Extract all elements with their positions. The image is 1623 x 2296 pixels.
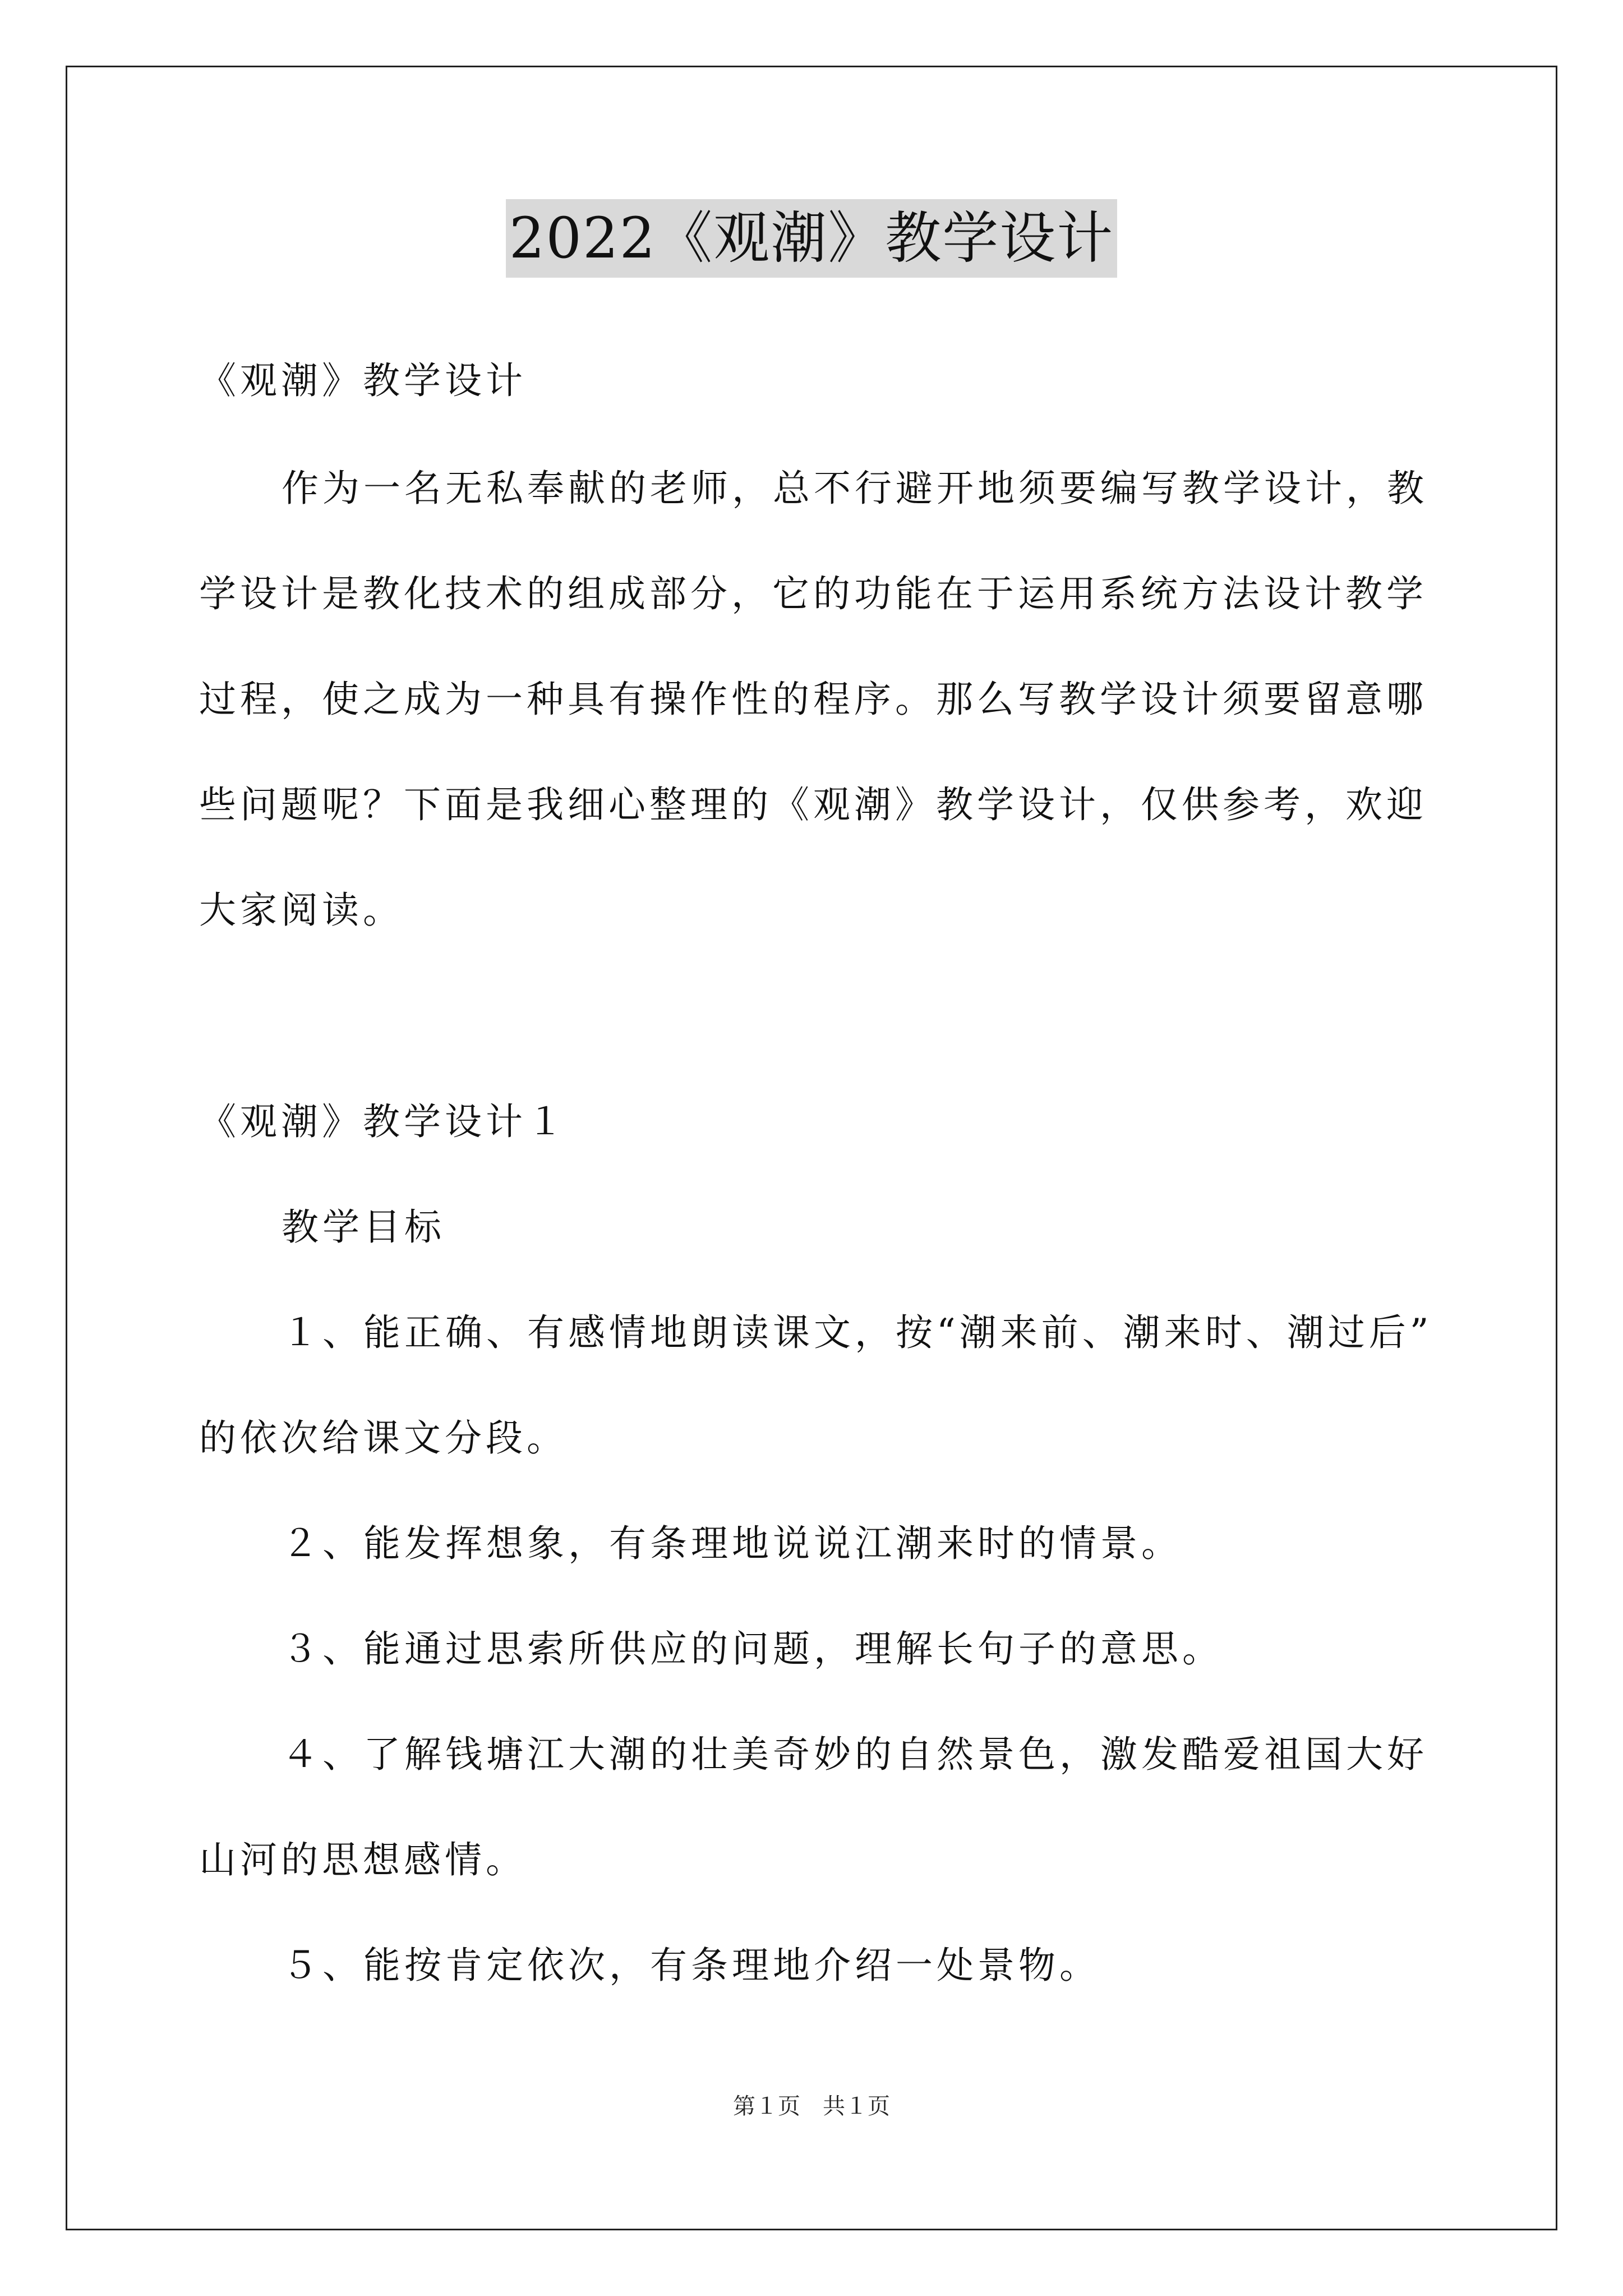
document-title: 2022《观潮》教学设计 — [506, 199, 1118, 278]
objective-line-6: 山河的思想感情。 — [199, 1838, 527, 1881]
objective-line-2: 的依次给课文分段。 — [199, 1416, 568, 1460]
objective-line-5: ４、了解钱塘江大潮的壮美奇妙的自然景色，激发酷爱祖国大好 — [282, 1733, 1428, 1776]
document-subtitle: 《观潮》教学设计 — [199, 359, 527, 402]
section-heading: 《观潮》教学设计１ — [199, 1100, 568, 1143]
page-footer: 第１页 共１页 — [733, 2093, 890, 2119]
intro-line-4: 些问题呢？下面是我细心整理的《观潮》教学设计，仅供参考，欢迎 — [199, 783, 1427, 826]
intro-line-5: 大家阅读。 — [199, 889, 404, 932]
objective-line-3: ２、能发挥想象，有条理地说说江潮来时的情景。 — [282, 1522, 1182, 1565]
objective-line-4: ３、能通过思索所供应的问题，理解长句子的意思。 — [282, 1627, 1223, 1671]
intro-line-2: 学设计是教化技术的组成部分，它的功能在于运用系统方法设计教学 — [199, 572, 1427, 615]
title-container — [0, 199, 1623, 278]
objectives-heading: 教学目标 — [282, 1205, 445, 1249]
objective-line-1: １、能正确、有感情地朗读课文，按“潮来前、潮来时、潮过后” — [282, 1311, 1433, 1354]
intro-line-1: 作为一名无私奉献的老师，总不行避开地须要编写教学设计，教 — [282, 467, 1428, 510]
intro-line-3: 过程，使之成为一种具有操作性的程序。那么写教学设计须要留意哪 — [199, 678, 1427, 721]
objective-line-7: ５、能按肯定依次，有条理地介绍一处景物。 — [282, 1944, 1100, 1987]
